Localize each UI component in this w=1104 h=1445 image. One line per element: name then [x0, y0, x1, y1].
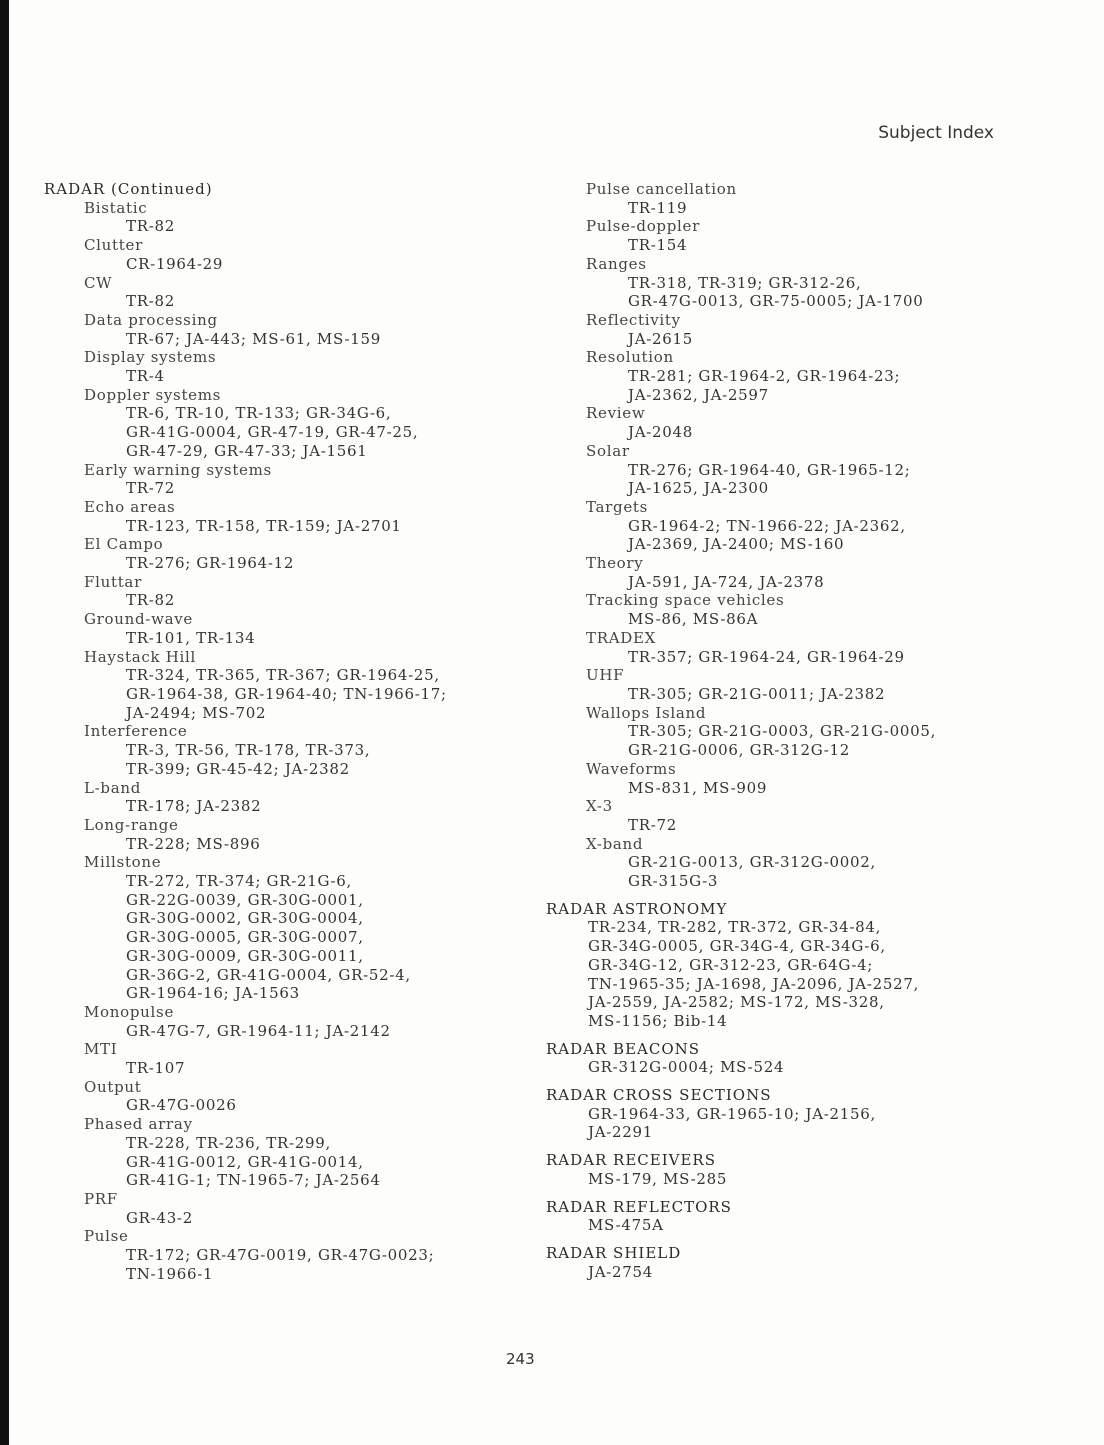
index-reference: GR-1964-16; JA-1563 — [126, 984, 300, 1003]
index-reference: JA-2494; MS-702 — [126, 703, 267, 722]
index-reference: GR-21G-0006, GR-312G-12 — [628, 741, 850, 760]
index-reference: TR-234, TR-282, TR-372, GR-34-84, — [588, 918, 882, 937]
index-subheading: Review — [586, 404, 646, 423]
index-reference: GR-41G-0004, GR-47-19, GR-47-25, — [126, 423, 419, 442]
index-subheading: Wallops Island — [586, 703, 707, 722]
index-reference: GR-30G-0002, GR-30G-0004, — [126, 909, 364, 928]
index-reference: GR-34G-12, GR-312-23, GR-64G-4; — [588, 955, 874, 974]
index-subheading: TRADEX — [586, 628, 656, 647]
index-subheading: Doppler systems — [84, 385, 222, 404]
index-reference: TR-101, TR-134 — [126, 628, 256, 647]
index-reference: JA-2369, JA-2400; MS-160 — [628, 535, 845, 554]
index-reference: MS-831, MS-909 — [628, 778, 768, 797]
index-subheading: PRF — [84, 1189, 118, 1208]
index-reference: GR-47-29, GR-47-33; JA-1561 — [126, 441, 368, 460]
index-reference: GR-1964-2; TN-1966-22; JA-2362, — [628, 516, 906, 535]
index-reference: GR-47G-7, GR-1964-11; JA-2142 — [126, 1021, 391, 1040]
index-reference: TR-276; GR-1964-12 — [126, 554, 295, 573]
running-header: Subject Index — [878, 123, 994, 143]
index-subheading: Pulse cancellation — [586, 180, 737, 198]
index-heading: RADAR RECEIVERS — [546, 1151, 716, 1170]
index-heading: RADAR (Continued) — [44, 180, 213, 198]
index-reference: GR-47G-0026 — [126, 1096, 237, 1115]
index-subheading: L-band — [84, 778, 142, 797]
index-subheading: Targets — [586, 497, 649, 516]
index-reference: JA-2559, JA-2582; MS-172, MS-328, — [588, 993, 885, 1012]
index-reference: TR-305; GR-21G-0003, GR-21G-0005, — [628, 722, 937, 741]
index-subheading: Solar — [586, 441, 630, 460]
index-reference: TR-72 — [126, 479, 175, 498]
index-reference: TR-107 — [126, 1059, 186, 1078]
index-subheading: Ranges — [586, 254, 647, 273]
index-reference: TR-272, TR-374; GR-21G-6, — [126, 872, 352, 891]
index-reference: TR-305; GR-21G-0011; JA-2382 — [628, 684, 886, 703]
index-heading: RADAR CROSS SECTIONS — [546, 1086, 772, 1105]
index-reference: JA-2048 — [628, 423, 693, 442]
page-binding-edge — [0, 0, 9, 1445]
index-reference: GR-30G-0009, GR-30G-0011, — [126, 946, 364, 965]
index-subheading: X-band — [586, 834, 644, 853]
index-reference: TR-4 — [126, 367, 165, 386]
index-subheading: X-3 — [586, 797, 613, 816]
index-reference: GR-43-2 — [126, 1208, 193, 1227]
index-reference: GR-1964-33, GR-1965-10; JA-2156, — [588, 1104, 876, 1123]
index-reference: MS-179, MS-285 — [588, 1169, 728, 1188]
index-reference: JA-2615 — [628, 329, 693, 348]
index-reference: TR-123, TR-158, TR-159; JA-2701 — [126, 516, 402, 535]
index-subheading: Output — [84, 1077, 142, 1096]
index-subheading: UHF — [586, 666, 625, 685]
index-reference: TR-276; GR-1964-40, GR-1965-12; — [628, 460, 911, 479]
index-subheading: MTI — [84, 1040, 118, 1059]
index-subheading: Echo areas — [84, 497, 176, 516]
index-reference: TR-67; JA-443; MS-61, MS-159 — [126, 329, 382, 348]
index-reference: TR-172; GR-47G-0019, GR-47G-0023; — [126, 1246, 435, 1265]
index-subheading: Reflectivity — [586, 310, 681, 329]
index-reference: TR-82 — [126, 217, 175, 236]
index-reference: TR-324, TR-365, TR-367; GR-1964-25, — [126, 666, 440, 685]
index-subheading: Millstone — [84, 853, 162, 872]
index-subheading: Pulse-doppler — [586, 217, 700, 236]
page-number: 243 — [506, 1350, 535, 1368]
index-reference: TR-357; GR-1964-24, GR-1964-29 — [628, 647, 905, 666]
index-subheading: Display systems — [84, 348, 217, 367]
index-subheading: Waveforms — [586, 759, 677, 778]
index-subheading: Resolution — [586, 348, 674, 367]
index-reference: TR-228; MS-896 — [126, 834, 261, 853]
index-subheading: Long-range — [84, 815, 179, 834]
index-subheading: Phased array — [84, 1115, 193, 1134]
index-subheading: Ground-wave — [84, 610, 194, 629]
index-reference: TR-228, TR-236, TR-299, — [126, 1133, 331, 1152]
index-heading: RADAR REFLECTORS — [546, 1197, 732, 1216]
index-reference: GR-22G-0039, GR-30G-0001, — [126, 890, 364, 909]
index-reference: GR-47G-0013, GR-75-0005; JA-1700 — [628, 292, 924, 311]
index-subheading: Pulse — [84, 1227, 129, 1246]
index-reference: JA-2291 — [588, 1123, 653, 1142]
index-reference: GR-30G-0005, GR-30G-0007, — [126, 928, 364, 947]
index-heading: RADAR SHIELD — [546, 1243, 682, 1262]
index-reference: GR-312G-0004; MS-524 — [588, 1058, 785, 1077]
index-reference: GR-34G-0005, GR-34G-4, GR-34G-6, — [588, 937, 886, 956]
index-reference: TR-82 — [126, 292, 175, 311]
index-reference: MS-86, MS-86A — [628, 610, 759, 629]
index-reference: TR-281; GR-1964-2, GR-1964-23; — [628, 367, 901, 386]
index-reference: TN-1966-1 — [126, 1264, 214, 1283]
index-reference: CR-1964-29 — [126, 254, 224, 273]
index-reference: TR-178; JA-2382 — [126, 797, 262, 816]
index-reference: TR-3, TR-56, TR-178, TR-373, — [126, 741, 371, 760]
index-subheading: Haystack Hill — [84, 647, 196, 666]
index-subheading: El Campo — [84, 535, 164, 554]
index-reference: JA-2362, JA-2597 — [628, 385, 769, 404]
index-reference: TR-154 — [628, 236, 688, 255]
index-reference: JA-1625, JA-2300 — [628, 479, 769, 498]
index-subheading: Data processing — [84, 310, 218, 329]
index-subheading: Tracking space vehicles — [586, 591, 785, 610]
index-reference: GR-1964-38, GR-1964-40; TN-1966-17; — [126, 684, 447, 703]
index-reference: GR-21G-0013, GR-312G-0002, — [628, 853, 876, 872]
index-reference: GR-36G-2, GR-41G-0004, GR-52-4, — [126, 965, 411, 984]
index-reference: TN-1965-35; JA-1698, JA-2096, JA-2527, — [588, 974, 920, 993]
index-heading: RADAR BEACONS — [546, 1039, 701, 1058]
index-reference: GR-41G-0012, GR-41G-0014, — [126, 1152, 364, 1171]
index-reference: JA-2754 — [588, 1262, 653, 1281]
index-reference: TR-82 — [126, 591, 175, 610]
index-subheading: Bistatic — [84, 198, 148, 217]
index-reference: GR-315G-3 — [628, 872, 719, 891]
index-reference: MS-475A — [588, 1216, 664, 1235]
index-subheading: CW — [84, 273, 113, 292]
index-subheading: Theory — [586, 554, 644, 573]
index-subheading: Early warning systems — [84, 460, 272, 479]
index-subheading: Monopulse — [84, 1002, 175, 1021]
index-reference: MS-1156; Bib-14 — [588, 1011, 728, 1030]
index-column-left — [44, 180, 544, 1283]
index-column-right — [546, 180, 1026, 1281]
index-reference: TR-318, TR-319; GR-312-26, — [628, 273, 862, 292]
index-reference: TR-119 — [628, 198, 688, 217]
index-reference: TR-6, TR-10, TR-133; GR-34G-6, — [126, 404, 392, 423]
index-subheading: Fluttar — [84, 572, 142, 591]
index-reference: TR-399; GR-45-42; JA-2382 — [126, 759, 350, 778]
index-heading: RADAR ASTRONOMY — [546, 899, 728, 918]
index-reference: GR-41G-1; TN-1965-7; JA-2564 — [126, 1171, 381, 1190]
index-reference: TR-72 — [628, 815, 677, 834]
index-subheading: Clutter — [84, 236, 143, 255]
index-reference: JA-591, JA-724, JA-2378 — [628, 572, 825, 591]
index-subheading: Interference — [84, 722, 188, 741]
